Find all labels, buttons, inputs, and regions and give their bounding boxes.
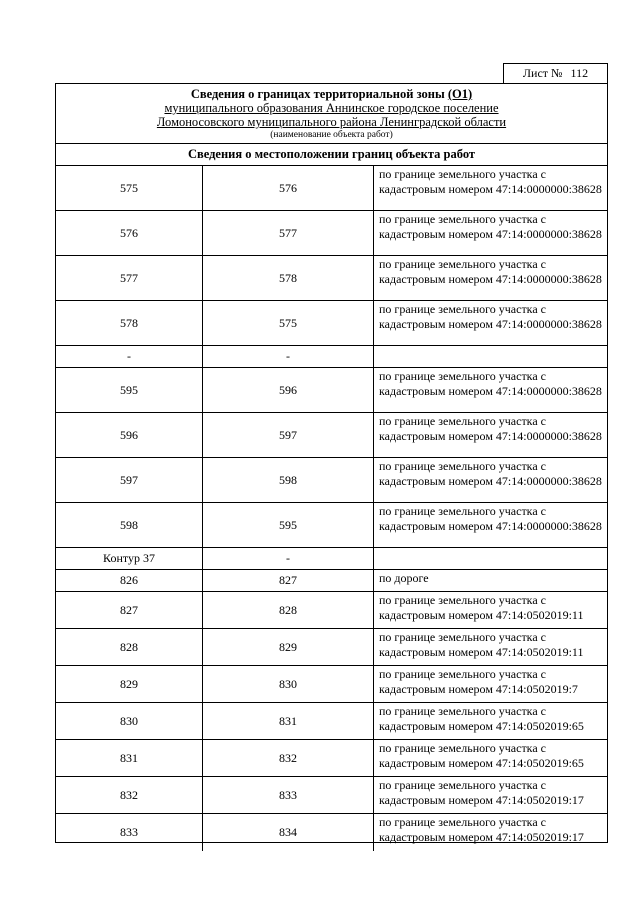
table-row [56,346,607,368]
cell-from-point: 829 [56,666,203,702]
cell-description: по границе земельного участка с кадастровым номером 47:14:0000000:38628 [379,212,602,241]
header-title-zone: (О1) [447,87,473,101]
cell-description: по границе земельного участка с кадастровым номером 47:14:0502019:65 [379,704,584,733]
table-row [56,629,607,666]
cell-to-point: 828 [203,592,374,628]
cell-description [374,548,607,569]
table-row [56,703,607,740]
sheet-label: Лист № [522,66,563,80]
cell-from-point: - [56,346,203,367]
cell-to-point: - [203,548,374,569]
cell-from-point: 598 [56,503,203,547]
cell-from-point: 830 [56,703,203,739]
cell-description: по границе земельного участка с кадастровым номером 47:14:0000000:38628 [379,459,602,488]
cell-from-point: 832 [56,777,203,813]
cell-from-point: 597 [56,458,203,502]
cell-from-point: 596 [56,413,203,457]
cell-to-point: 596 [203,368,374,412]
sheet-number: 112 [570,66,589,80]
cell-from-point: 577 [56,256,203,300]
cell-from-point: 833 [56,814,203,851]
header-line-2: Ломоносовского муниципального района Ленинградской области [156,115,507,129]
table-row [56,166,607,211]
cell-description: по границе земельного участка с кадастровым номером 47:14:0502019:11 [379,630,584,659]
table-row [56,592,607,629]
cell-from-point: 578 [56,301,203,345]
cell-to-point: 829 [203,629,374,665]
cell-to-point: 595 [203,503,374,547]
cell-from-point: 828 [56,629,203,665]
cell-description: по границе земельного участка с кадастровым номером 47:14:0000000:38628 [379,167,602,196]
cell-to-point: 833 [203,777,374,813]
cell-from-point: 831 [56,740,203,776]
cell-description: по дороге [379,571,429,585]
cell-to-point: 598 [203,458,374,502]
header-caption: (наименование объекта работ) [270,130,393,140]
table-row [56,814,607,851]
cell-to-point: 575 [203,301,374,345]
table-row [56,256,607,301]
cell-description: по границе земельного участка с кадастровым номером 47:14:0502019:65 [379,741,584,770]
cell-to-point: 578 [203,256,374,300]
cell-to-point: 827 [203,570,374,591]
table-row [56,548,607,570]
cell-from-point: 575 [56,166,203,210]
table-row [56,740,607,777]
header-title-text: Сведения о границах территориальной зоны [190,87,448,101]
cell-to-point: - [203,346,374,367]
cell-from-point: 826 [56,570,203,591]
cell-description: по границе земельного участка с кадастровым номером 47:14:0502019:17 [379,815,584,844]
table-row [56,413,607,458]
cell-description: по границе земельного участка с кадастровым номером 47:14:0000000:38628 [379,369,602,398]
cell-to-point: 831 [203,703,374,739]
cell-description: по границе земельного участка с кадастровым номером 47:14:0502019:11 [379,593,584,622]
cell-description: по границе земельного участка с кадастровым номером 47:14:0000000:38628 [379,414,602,443]
cell-from-point: Контур 37 [56,548,203,569]
cell-description [374,346,607,367]
sheet-number-box [503,63,608,84]
table-row [56,777,607,814]
table-subheader: Сведения о местоположении границ объекта работ [56,144,607,166]
header-title [56,87,607,102]
table-row [56,570,607,592]
cell-to-point: 830 [203,666,374,702]
cell-to-point: 834 [203,814,374,851]
cell-description: по границе земельного участка с кадастровым номером 47:14:0502019:7 [379,667,578,696]
cell-to-point: 577 [203,211,374,255]
cell-to-point: 832 [203,740,374,776]
cell-description: по границе земельного участка с кадастровым номером 47:14:0000000:38628 [379,504,602,533]
document-table [55,83,608,843]
table-row [56,211,607,256]
cell-description: по границе земельного участка с кадастровым номером 47:14:0000000:38628 [379,257,602,286]
cell-to-point: 597 [203,413,374,457]
table-row [56,301,607,346]
cell-from-point: 595 [56,368,203,412]
header-line-1: муниципального образования Аннинское городское поселение [164,101,499,115]
table-row [56,368,607,413]
cell-to-point: 576 [203,166,374,210]
table-row [56,666,607,703]
cell-from-point: 827 [56,592,203,628]
cell-description: по границе земельного участка с кадастровым номером 47:14:0502019:17 [379,778,584,807]
cell-description: по границе земельного участка с кадастровым номером 47:14:0000000:38628 [379,302,602,331]
table-row [56,458,607,503]
cell-from-point: 576 [56,211,203,255]
table-row [56,503,607,548]
table-header [56,84,607,144]
